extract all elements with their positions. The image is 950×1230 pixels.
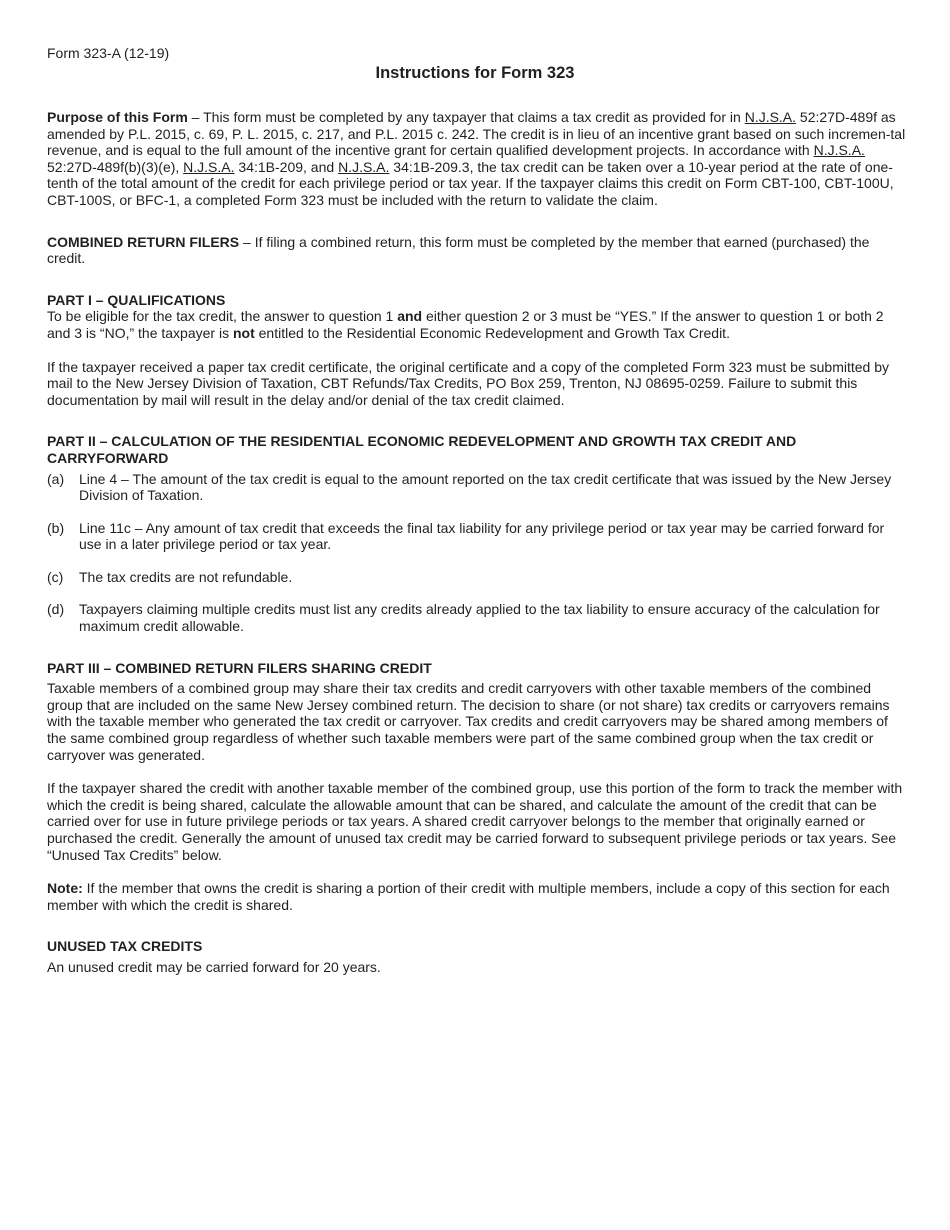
list-item-label: (b) — [47, 519, 65, 536]
note-label: Note: — [47, 880, 83, 897]
unused-heading: UNUSED TAX CREDITS — [47, 938, 203, 955]
list-item — [47, 471, 907, 504]
part3-paragraph-1: Taxable members of a combined group may share their tax credits and credit carryovers with other taxable members of the combined group that are included on the same New Jersey combined return. The decision to share (or not share) tax credits or carryovers remains with the taxable member who generated the tax credit or carryover. Tax credits and credit carryovers may be shared among members of the same combined group regardless of whether such taxable members were part of the same combined group when the tax credit or carryover was generated. — [47, 680, 890, 763]
statute-ref: N.J.S.A. — [183, 158, 235, 175]
list-item — [47, 601, 907, 634]
part1-emphasis-and: and — [397, 308, 423, 325]
purpose-text-5: 34:1B-209.3, the tax credit can be taken over a 10-year period at the rate of one-tenth of the total amount of the credit for each privilege period or tax year. If the taxpayer claims this credit on Form CBT-100, CBT-100U, CBT-100S, or BFC-1, a completed Form 323 must be included with the return to validate the claim. — [47, 158, 894, 208]
part3-paragraph-2: If the taxpayer shared the credit with another taxable member of the combined group, use this portion of the form to track the member with which the credit is being shared, calculate the allowable amount that can be shared, and calculate the amount of the credit that can be carried over for use in future privilege periods or tax years. A shared credit carryover belongs to the member that originally earned or purchased the credit. Generally the amount of unused tax credit may be carried forward to subsequent privilege periods or tax years. See “Unused Tax Credits” below. — [47, 780, 903, 863]
part3-note — [47, 880, 907, 913]
list-item-text: Line 11c – Any amount of tax credit that exceeds the final tax liability for any privilege period or tax year may be carried forward for use in a later privilege period or tax year. — [79, 519, 885, 553]
list-item-label: (a) — [47, 470, 65, 487]
list-item-text: Line 4 – The amount of the tax credit is equal to the amount reported on the tax credit certificate that was issued by the New Jersey Division of Taxation. — [79, 470, 892, 504]
combined-heading: COMBINED RETURN FILERS — [47, 233, 240, 250]
page-title: Instructions for Form 323 — [375, 64, 575, 82]
unused-text: An unused credit may be carried forward for 20 years. — [47, 958, 381, 975]
list-item-label: (d) — [47, 601, 65, 618]
part1-text-a: To be eligible for the tax credit, the answer to question 1 — [47, 308, 398, 325]
statute-ref: N.J.S.A. — [813, 142, 865, 159]
note-text: If the member that owns the credit is sharing a portion of their credit with multiple members, include a copy of this section for each member with which the credit is shared. — [47, 880, 890, 913]
list-item — [47, 520, 907, 553]
list-item-label: (c) — [47, 568, 64, 585]
list-item-text: Taxpayers claiming multiple credits must list any credits already applied to the tax liability to ensure accuracy of the calculation for maximum credit allowable. — [79, 601, 880, 635]
part1-paragraph-1 — [47, 308, 907, 341]
part1-text-b: either question 2 or 3 must be “YES.” If the answer to question 1 or both 2 and 3 is “NO,” the taxpayer is — [47, 308, 884, 341]
part1-text-c: entitled to the Residential Economic Redevelopment and Growth Tax Credit. — [254, 324, 730, 341]
instructions-body — [47, 109, 907, 976]
purpose-paragraph — [47, 109, 907, 209]
statute-ref: N.J.S.A. — [338, 158, 390, 175]
statute-ref: N.J.S.A. — [744, 109, 797, 125]
form-identifier: Form 323-A (12-19) — [47, 45, 170, 61]
list-item — [47, 569, 907, 586]
part3-heading: PART III – COMBINED RETURN FILERS SHARING CREDIT — [47, 659, 432, 676]
part1-emphasis-not: not — [232, 324, 255, 341]
part1-paragraph-2: If the taxpayer received a paper tax credit certificate, the original certificate and a copy of the completed Form 323 must be submitted by mail to the New Jersey Division of Taxation, CBT Refunds/Tax Credits, PO Box 259, Trenton, NJ 08695-0259. Failure to submit this documentation by mail will result in the delay and/or denial of the tax credit claimed. — [47, 358, 889, 408]
purpose-text-2: 52:27D-489f as amended by P.L. 2015, c. 69, P. L. 2015, c. 217, and P.L. 2015 c. 242. The credit is in lieu of an incentive grant based on such incremen-tal revenue, and is equal to the full amount of the incentive grant for certain qualified development projects. In accordance with — [47, 109, 906, 159]
purpose-text-3: 52:27D-489f(b)(3)(e), — [47, 158, 184, 175]
part1-heading: PART I – QUALIFICATIONS — [47, 291, 226, 308]
purpose-heading: Purpose of this Form — [47, 109, 188, 125]
combined-text: – If filing a combined return, this form must be completed by the member that earned (purchased) the credit. — [47, 233, 870, 267]
combined-paragraph — [47, 234, 907, 267]
purpose-text-4: 34:1B-209, and — [234, 158, 339, 175]
purpose-text-1: – This form must be completed by any taxpayer that claims a tax credit as provided for in — [187, 109, 745, 125]
part2-heading: PART II – CALCULATION OF THE RESIDENTIAL ECONOMIC REDEVELOPMENT AND GROWTH TAX CREDIT AND CARRYFORWARD — [47, 433, 797, 466]
list-item-text: The tax credits are not refundable. — [79, 568, 293, 585]
